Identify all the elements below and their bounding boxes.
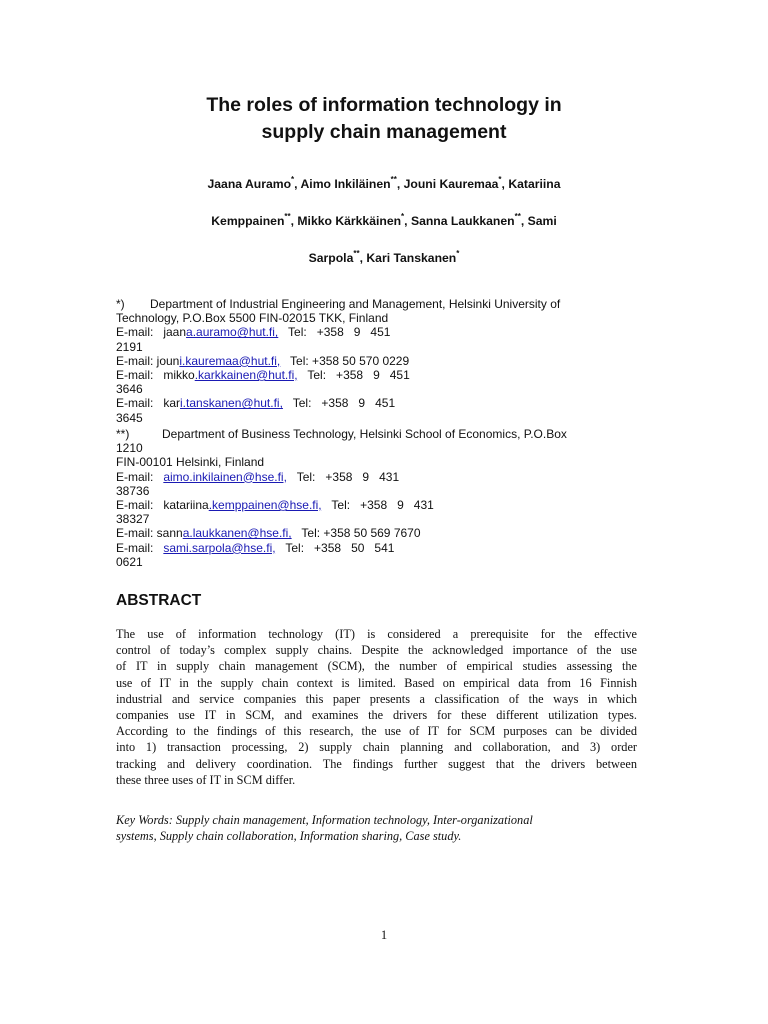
author-name: Jouni Kauremaa (403, 177, 499, 191)
affiliation-dept-line: Department of Business Technology, Helsinki School of Economics, P.O.Box (162, 427, 567, 441)
abstract-line: companies use IT in SCM, and examines the drivers for these different utilization types. (116, 708, 637, 723)
telephone-number: Tel: +358 9 451 (282, 396, 396, 411)
email-link[interactable]: i.tanskanen@hut.fi, (180, 396, 283, 411)
email-link[interactable]: a.auramo@hut.fi, (186, 325, 279, 340)
author-name: Kari Tanskanen (366, 251, 457, 265)
telephone-number: Tel: +358 50 541 (275, 540, 395, 555)
telephone-number: Tel: +358 9 451 (278, 325, 391, 340)
telephone-number: Tel: +358 50 569 7670 (291, 526, 421, 541)
telephone-continuation: 3646 (116, 382, 143, 397)
email-link[interactable]: aimo.inkilainen@hse.fi, (163, 469, 287, 484)
author-separator: , (501, 177, 509, 191)
affiliation-marker: **) (116, 427, 130, 441)
abstract-line: industrial and service companies this paper presents a classification of the ways in which (116, 691, 637, 706)
title-line-2: supply chain management (261, 121, 507, 143)
email-label: E-mail: sann (116, 526, 183, 541)
affiliation-dept-line: 1210 (116, 441, 143, 456)
affiliation-2-emails (116, 470, 646, 569)
abstract-line: The use of information technology (IT) is considered a prerequisite for the effective (116, 627, 637, 641)
affiliation-2 (116, 427, 646, 569)
abstract-line: these three uses of IT in SCM differ. (116, 772, 296, 787)
telephone-continuation: 38327 (116, 512, 150, 527)
affiliation-mark: * (401, 212, 405, 221)
keywords-line-1: Key Words: Supply chain management, Information technology, Inter-organizational (116, 813, 533, 827)
affiliation-1-emails (116, 325, 646, 424)
email-row (116, 498, 646, 512)
affiliation-mark: ** (514, 212, 521, 221)
affiliation-mark: * (456, 249, 460, 258)
abstract-line: control of today’s complex supply chains. Despite the acknowledged importance of the use (116, 643, 637, 658)
email-link[interactable]: .karkkainen@hut.fi, (194, 368, 298, 383)
email-link[interactable]: .kemppainen@hse.fi, (208, 498, 322, 513)
keywords-line-2: systems, Supply chain collaboration, Information sharing, Case study. (116, 829, 462, 844)
author-name: Kemppainen (211, 214, 285, 228)
email-label: E-mail: (116, 540, 164, 555)
author-line-1 (0, 174, 768, 211)
author-name: Katariina (508, 177, 561, 191)
email-label: E-mail: mikko (116, 368, 195, 383)
email-row (116, 526, 646, 540)
keywords (116, 812, 637, 844)
email-link[interactable]: sami.sarpola@hse.fi, (163, 540, 276, 555)
email-link[interactable]: i.kauremaa@hut.fi, (179, 353, 281, 368)
affiliation-1 (116, 297, 646, 425)
affiliation-mark: ** (284, 212, 291, 221)
author-name: Jaana Auramo (207, 177, 292, 191)
abstract-line: into 1) transaction processing, 2) supply chain planning and collaboration, and 3) order (116, 740, 637, 755)
abstract-heading: ABSTRACT (116, 592, 202, 609)
author-separator: , (290, 214, 298, 228)
affiliation-dept-line: Technology, P.O.Box 5500 FIN-02015 TKK, Finland (116, 311, 389, 326)
author-name: Mikko Kärkkäinen (297, 214, 402, 228)
telephone-continuation: 0621 (116, 554, 143, 569)
affiliation-mark: * (291, 175, 295, 184)
author-separator: , (396, 177, 404, 191)
abstract-body (116, 626, 637, 788)
author-name: Sami (527, 214, 557, 228)
author-name: Sanna Laukkanen (410, 214, 515, 228)
email-row (116, 470, 646, 484)
abstract-line: tracking and delivery coordination. The findings further suggest that the drivers between (116, 756, 637, 771)
author-separator: , (520, 214, 528, 228)
page-number: 1 (380, 928, 388, 942)
author-name: Aimo Inkiläinen (300, 177, 391, 191)
abstract-line: use of IT in the supply chain context is limited. Based on empirical data from 16 Finnish (116, 675, 637, 690)
author-name: Sarpola (308, 251, 354, 265)
author-line-3 (0, 248, 768, 285)
affiliation-mark: ** (390, 175, 397, 184)
email-row (116, 354, 646, 368)
author-line-2 (0, 211, 768, 248)
email-row (116, 325, 646, 339)
abstract-line: of IT in supply chain management (SCM), the number of empirical studies assessing the (116, 659, 637, 674)
telephone-continuation: 3645 (116, 410, 143, 425)
email-label: E-mail: (116, 469, 164, 484)
email-label: E-mail: katariina (116, 498, 209, 513)
telephone-number: Tel: +358 9 451 (297, 368, 410, 383)
author-separator: , (359, 251, 367, 265)
abstract-line: According to the findings of this research, the use of IT for SCM purposes can be divided (116, 724, 637, 739)
author-separator: , (294, 177, 301, 191)
email-row (116, 396, 646, 410)
paper-title (0, 92, 768, 146)
telephone-number: Tel: +358 9 431 (286, 469, 400, 484)
telephone-number: Tel: +358 50 570 0229 (280, 353, 410, 368)
telephone-number: Tel: +358 9 431 (321, 498, 434, 513)
email-label: E-mail: joun (116, 353, 180, 368)
email-row (116, 541, 646, 555)
affiliation-dept-line: Department of Industrial Engineering and Management, Helsinki University of (150, 297, 561, 311)
email-label: E-mail: kar (116, 396, 181, 411)
affiliation-marker: *) (116, 297, 125, 311)
affiliation-mark: * (498, 175, 502, 184)
email-row (116, 368, 646, 382)
email-label: E-mail: jaan (116, 325, 187, 340)
author-list (0, 174, 768, 285)
affiliation-mark: ** (353, 249, 360, 258)
email-link[interactable]: a.laukkanen@hse.fi, (182, 526, 292, 541)
affiliation-dept-line: FIN-00101 Helsinki, Finland (116, 455, 265, 470)
telephone-continuation: 2191 (116, 339, 143, 354)
author-separator: , (404, 214, 411, 228)
telephone-continuation: 38736 (116, 483, 150, 498)
title-line-1: The roles of information technology in (206, 94, 562, 116)
